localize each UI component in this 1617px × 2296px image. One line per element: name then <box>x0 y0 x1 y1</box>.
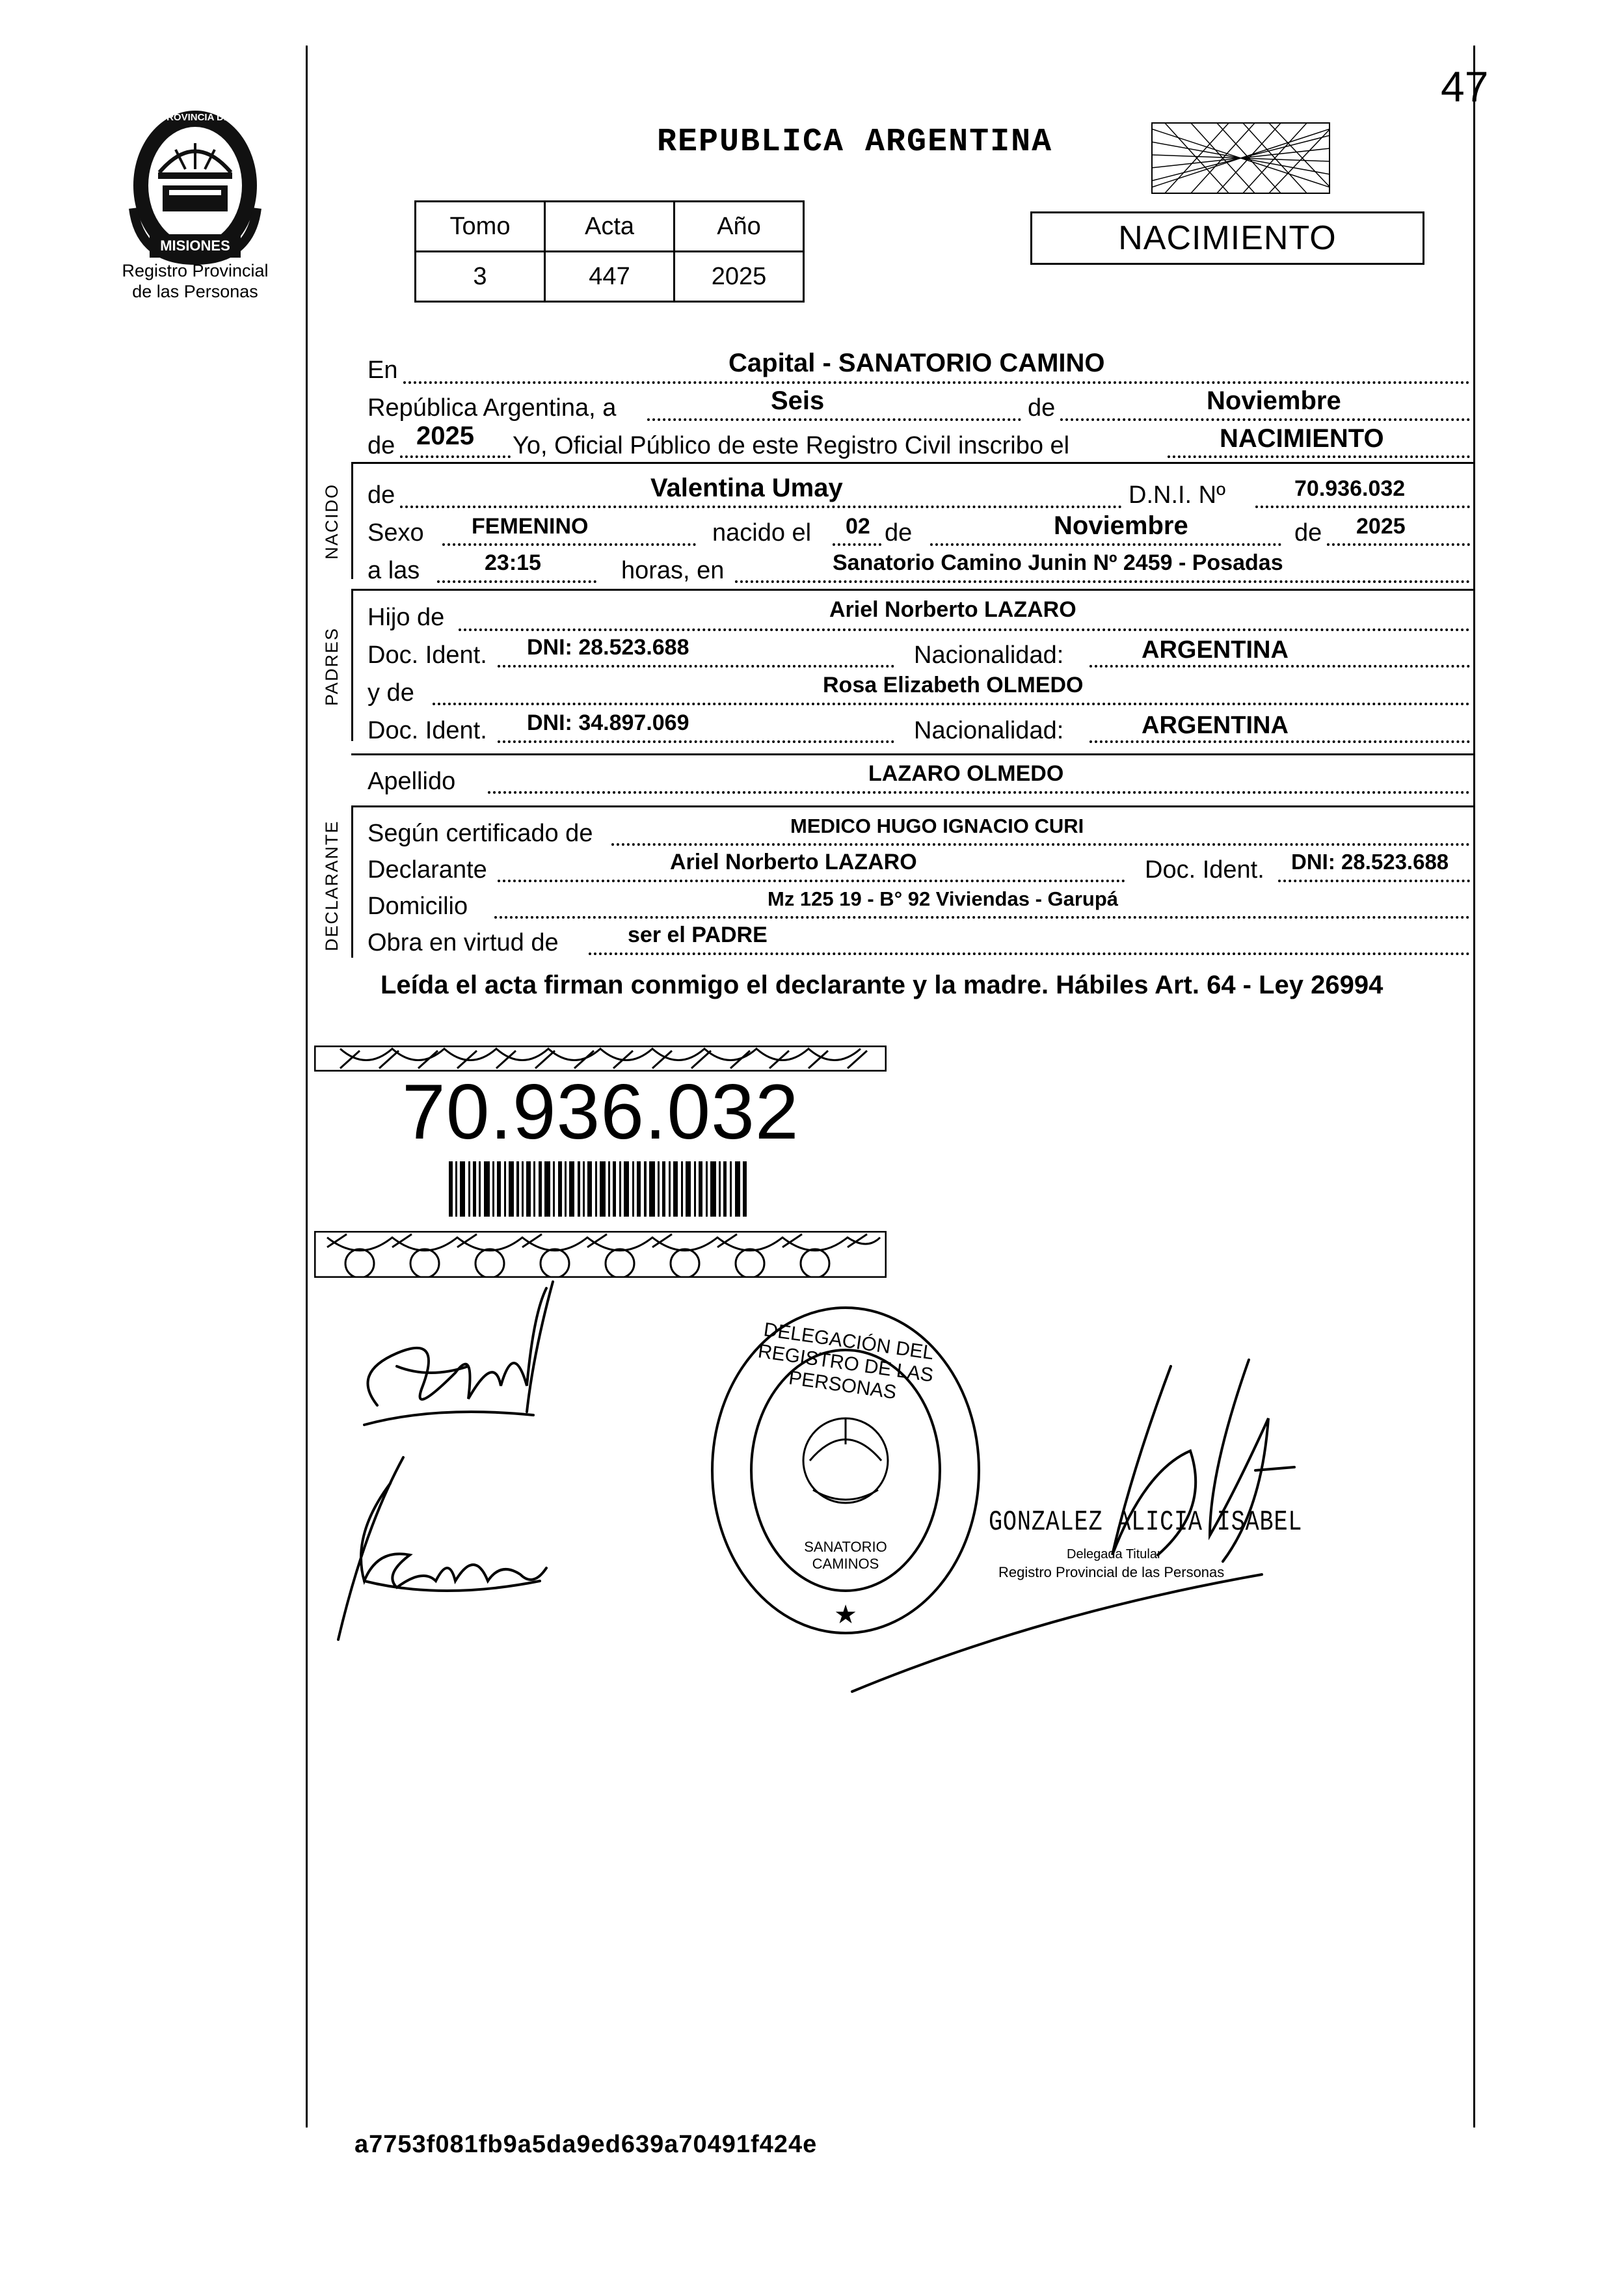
svg-text:★: ★ <box>834 1600 857 1630</box>
child-name-dotted-line <box>400 506 1122 508</box>
nacido-bracket <box>351 463 353 579</box>
mother-doc-dotted-line <box>498 740 894 743</box>
province-emblem <box>120 104 270 267</box>
birth-day: 02 <box>846 514 870 539</box>
child-dni: 70.936.032 <box>1294 476 1406 501</box>
year-label: de <box>368 432 395 459</box>
time-dotted-line <box>437 580 596 583</box>
father-nationality-dotted-line <box>1089 665 1470 668</box>
month-label: de <box>1028 394 1056 422</box>
mother-nationality-label: Nacionalidad: <box>914 717 1064 744</box>
birth-month: Noviembre <box>1054 511 1188 540</box>
birth-day-dotted-line <box>833 543 881 546</box>
father-doc: DNI: 28.523.688 <box>527 635 689 660</box>
sex-dotted-line <box>442 543 696 546</box>
official-title: Delegada Titular <box>1067 1547 1162 1561</box>
father-dotted-line <box>459 628 1470 631</box>
declarant-label: Declarante <box>368 856 487 884</box>
record-anio-value: 2025 <box>675 252 804 302</box>
declarant-name: Ariel Norberto LAZARO <box>670 850 917 874</box>
dni-dotted-line <box>1255 506 1470 508</box>
mother-doc-label: Doc. Ident. <box>368 717 487 744</box>
declarant-doc-dotted-line <box>1278 880 1470 882</box>
record-table <box>414 200 805 303</box>
certificate-label: Según certificado de <box>368 820 593 847</box>
father-nationality: ARGENTINA <box>1142 636 1289 664</box>
declarante-bracket <box>351 807 353 958</box>
mother-nationality: ARGENTINA <box>1142 712 1289 739</box>
seal-outer-text: DELEGACIÓN DEL REGISTRO DE LAS PERSONAS <box>756 1319 935 1404</box>
month-dotted-line <box>1060 418 1470 421</box>
country-date-label: República Argentina, a <box>368 394 617 422</box>
padres-bracket <box>351 590 353 741</box>
registration-month: Noviembre <box>1207 386 1341 415</box>
act-dotted-line <box>1168 455 1470 458</box>
registration-act: NACIMIENTO <box>1220 424 1384 453</box>
divider-padres-top <box>351 589 1473 591</box>
and-of-label: y de <box>368 679 414 707</box>
by-virtue-value: ser el PADRE <box>628 923 768 947</box>
record-col-acta: Acta <box>545 202 675 252</box>
mother-name: Rosa Elizabeth OLMEDO <box>823 673 1084 697</box>
section-label-declarante: DECLARANTE <box>322 820 341 951</box>
birth-place-dotted-line <box>735 580 1470 583</box>
page-number: 47 <box>1441 62 1489 111</box>
official-name: GONZALEZ ALICIA ISABEL <box>989 1506 1303 1539</box>
seal-inner-text: SANATORIO CAMINOS <box>804 1539 887 1572</box>
place-label: En <box>368 357 398 384</box>
record-value-row <box>416 252 804 302</box>
surname-dotted-line <box>488 791 1470 794</box>
birth-year-dotted-line <box>1327 543 1470 546</box>
born-label: nacido el <box>712 519 812 547</box>
hours-label: horas, en <box>621 557 725 584</box>
record-col-tomo: Tomo <box>416 202 545 252</box>
official-office: Registro Provincial de las Personas <box>998 1564 1225 1580</box>
divider-declarante-top <box>351 805 1473 807</box>
child-sex: FEMENINO <box>472 514 589 539</box>
record-type-box: NACIMIENTO <box>1030 211 1424 265</box>
dni-label: D.N.I. Nº <box>1129 481 1225 509</box>
declarant-signature <box>338 1275 585 1444</box>
father-nationality-label: Nacionalidad: <box>914 642 1064 669</box>
time-label: a las <box>368 557 420 584</box>
father-doc-label: Doc. Ident. <box>368 642 487 669</box>
surname-label: Apellido <box>368 768 456 795</box>
child-of-label: Hijo de <box>368 604 445 631</box>
mother-dotted-line <box>433 703 1470 705</box>
dni-number-large: 70.936.032 <box>402 1068 799 1155</box>
father-name: Ariel Norberto LAZARO <box>829 597 1076 622</box>
birth-month-dotted-line <box>930 543 1281 546</box>
barcode <box>449 1161 748 1217</box>
document-hash: a7753f081fb9a5da9ed639a70491f424e <box>354 2131 818 2158</box>
child-name-label: de <box>368 481 395 509</box>
security-band-bottom <box>314 1231 887 1278</box>
place-dotted-line <box>403 381 1470 384</box>
birth-year: 2025 <box>1356 514 1406 539</box>
birth-time: 23:15 <box>485 550 541 575</box>
registration-day: Seis <box>771 386 825 415</box>
mother-doc: DNI: 34.897.069 <box>527 710 689 735</box>
day-dotted-line <box>647 418 1021 421</box>
birth-place: Sanatorio Camino Junin Nº 2459 - Posadas <box>833 550 1283 575</box>
sex-label: Sexo <box>368 519 424 547</box>
section-label-nacido: NACIDO <box>322 483 341 560</box>
registry-name-line-2: de las Personas <box>132 282 258 301</box>
registry-name <box>98 260 293 302</box>
year-dotted-line <box>400 455 511 458</box>
address-value: Mz 125 19 - B° 92 Viviendas - Garupá <box>768 887 1119 910</box>
by-virtue-dotted-line <box>589 952 1470 955</box>
declarant-doc: DNI: 28.523.688 <box>1291 850 1449 874</box>
emblem-label-top: PROVINCIA DE <box>160 112 230 123</box>
address-dotted-line <box>494 916 1470 919</box>
declarant-dotted-line <box>498 880 1125 882</box>
right-margin-line <box>1473 46 1475 2127</box>
security-hologram <box>1151 122 1330 194</box>
record-col-anio: Año <box>675 202 804 252</box>
divider-apellido-top <box>351 753 1473 755</box>
by-virtue-label: Obra en virtud de <box>368 929 559 956</box>
registry-name-line-1: Registro Provincial <box>122 261 269 280</box>
mother-nationality-dotted-line <box>1089 740 1470 743</box>
legal-note: Leída el acta firman conmigo el declarante y la madre. Hábiles Art. 64 - Ley 26994 <box>381 971 1383 999</box>
section-label-padres: PADRES <box>322 627 341 706</box>
registration-statement: Yo, Oficial Público de este Registro Civil inscribo el <box>513 432 1070 459</box>
birth-of-label-1: de <box>885 519 913 547</box>
certificate-dotted-line <box>611 843 1470 846</box>
mother-signature <box>325 1451 572 1646</box>
certificate-value: MEDICO HUGO IGNACIO CURI <box>790 815 1084 837</box>
address-label: Domicilio <box>368 893 468 920</box>
record-tomo-value: 3 <box>416 252 545 302</box>
emblem-label-bottom: MISIONES <box>160 237 230 254</box>
country-title: REPUBLICA ARGENTINA <box>657 124 1053 161</box>
birth-of-label-2: de <box>1294 519 1322 547</box>
divider-nacido-top <box>351 462 1473 464</box>
place-value: Capital - SANATORIO CAMINO <box>728 349 1105 377</box>
surname-value: LAZARO OLMEDO <box>868 761 1064 786</box>
left-margin-line <box>306 46 308 2127</box>
record-acta-value: 447 <box>545 252 675 302</box>
declarant-doc-label: Doc. Ident. <box>1145 856 1264 884</box>
record-header-row <box>416 202 804 252</box>
father-doc-dotted-line <box>498 665 894 668</box>
child-name: Valentina Umay <box>650 474 843 502</box>
registration-year: 2025 <box>416 422 474 450</box>
